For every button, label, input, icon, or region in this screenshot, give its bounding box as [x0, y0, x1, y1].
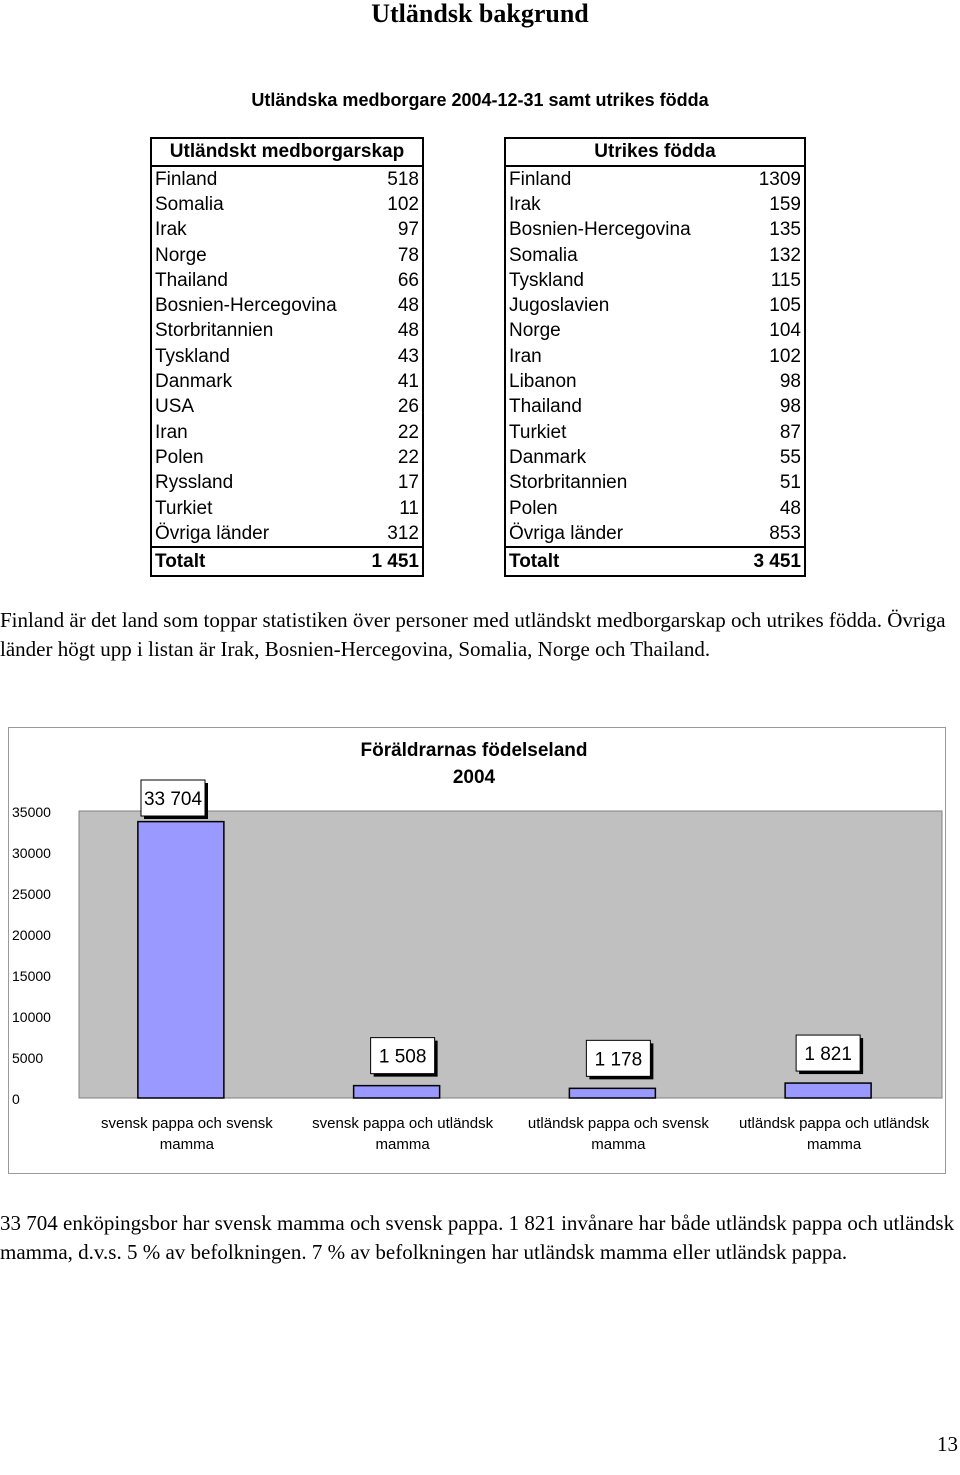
citizenship-country: Iran	[155, 421, 188, 443]
foreign-born-value: 98	[779, 371, 801, 393]
bar	[138, 822, 224, 1098]
foreign-born-value: 115	[770, 269, 801, 291]
citizenship-value: 312	[387, 522, 419, 544]
foreign-born-country: Bosnien-Hercegovina	[509, 219, 691, 241]
chart-title: Föräldrarnas födelseland 2004	[360, 740, 588, 788]
foreign-born-value: 55	[779, 446, 801, 468]
foreign-born-value: 87	[779, 421, 801, 443]
citizenship-value: 102	[387, 193, 419, 215]
foreign-born-country: Iran	[509, 345, 542, 367]
foreign-born-country: Jugoslavien	[509, 295, 610, 317]
citizenship-row	[151, 471, 423, 496]
foreign-born-country: Polen	[509, 497, 558, 519]
page-title: Utländsk bakgrund	[371, 0, 589, 28]
citizenship-row	[151, 496, 423, 521]
foreign-born-country: Libanon	[509, 371, 577, 393]
citizenship-row	[151, 166, 423, 192]
citizenship-row	[151, 395, 423, 420]
foreign-born-row	[505, 319, 805, 344]
foreign-born-row	[505, 395, 805, 420]
foreign-born-country: Thailand	[509, 396, 582, 418]
y-tick-label: 10000	[12, 1009, 51, 1025]
citizenship-row	[151, 344, 423, 369]
citizenship-row	[151, 293, 423, 318]
x-category-label: utländsk pappa och utländsk mamma	[739, 1115, 930, 1153]
foreign-born-value: 853	[769, 522, 801, 544]
citizenship-value: 17	[397, 472, 419, 494]
citizenship-row	[151, 420, 423, 445]
foreign-born-value: 159	[769, 193, 801, 215]
y-tick-label: 30000	[12, 845, 51, 861]
y-tick-label: 0	[12, 1091, 20, 1107]
foreign-born-total-value: 3 451	[738, 547, 805, 576]
citizenship-value: 43	[397, 345, 419, 367]
bar	[354, 1086, 440, 1098]
foreign-born-country: Danmark	[509, 446, 587, 468]
citizenship-value: 41	[397, 371, 419, 393]
foreign-born-value: 51	[779, 472, 801, 494]
foreign-born-country: Irak	[509, 193, 541, 215]
citizenship-country: Danmark	[155, 371, 233, 393]
citizenship-country: Övriga länder	[155, 522, 270, 544]
citizenship-country: Bosnien-Hercegovina	[155, 295, 337, 317]
foreign-born-row	[505, 521, 805, 547]
citizenship-value: 66	[397, 269, 419, 291]
citizenship-country: Finland	[155, 168, 218, 190]
citizenship-row	[151, 369, 423, 394]
citizenship-value: 518	[387, 168, 419, 190]
citizenship-country: Storbritannien	[155, 320, 274, 342]
foreign-born-row	[505, 344, 805, 369]
citizenship-row	[151, 243, 423, 268]
citizenship-country: Turkiet	[155, 497, 213, 519]
foreign-born-country: Norge	[509, 320, 561, 342]
citizenship-value: 11	[399, 497, 419, 519]
foreign-born-row	[505, 445, 805, 470]
foreign-born-row	[505, 218, 805, 243]
citizenship-total-row	[151, 547, 423, 576]
foreign-born-row	[505, 293, 805, 318]
citizenship-row	[151, 268, 423, 293]
citizenship-value: 22	[397, 446, 419, 468]
citizenship-total-label: Totalt	[151, 547, 362, 576]
foreign-born-total-row	[505, 547, 805, 576]
foreign-born-value: 98	[779, 396, 801, 418]
parents-birthplace-chart	[8, 727, 946, 1174]
page-number: 13	[937, 1432, 958, 1456]
citizenship-row	[151, 521, 423, 547]
citizenship-table-header: Utländskt medborgarskap	[151, 138, 423, 166]
data-label: 1 508	[378, 1046, 427, 1068]
foreign-born-country: Turkiet	[509, 421, 567, 443]
foreign-born-table	[504, 137, 806, 577]
foreign-born-value: 105	[769, 295, 801, 317]
citizenship-row	[151, 319, 423, 344]
citizenship-country: USA	[155, 396, 195, 418]
foreign-born-value: 48	[779, 497, 801, 519]
foreign-born-row	[505, 369, 805, 394]
foreign-born-value: 135	[769, 219, 801, 241]
x-category-label: svensk pappa och utländsk mamma	[312, 1115, 494, 1153]
foreign-born-value: 104	[769, 320, 801, 342]
foreign-born-value: 132	[769, 244, 801, 266]
foreign-born-total-label: Totalt	[505, 547, 738, 576]
citizenship-value: 78	[397, 244, 419, 266]
paragraph-summary-chart: 33 704 enköpingsbor har svensk mamma och svensk pappa. 1 821 invånare har både utländsk pappa och utländsk mamma, d.v.s. 5 % av befolkningen. 7 % av befolkningen har utländsk mamma eller utländsk pappa.	[0, 1211, 955, 1264]
citizenship-country: Norge	[155, 244, 207, 266]
foreign-born-row	[505, 496, 805, 521]
foreign-born-country: Somalia	[509, 244, 578, 266]
foreign-born-row	[505, 243, 805, 268]
foreign-born-country: Övriga länder	[509, 522, 624, 544]
y-tick-label: 15000	[12, 968, 51, 984]
foreign-born-row	[505, 192, 805, 217]
citizenship-country: Somalia	[155, 193, 224, 215]
y-tick-label: 20000	[12, 927, 51, 943]
data-label: 33 704	[143, 789, 203, 810]
citizenship-country: Ryssland	[155, 472, 234, 494]
data-label: 1 178	[594, 1049, 643, 1071]
foreign-born-value: 102	[769, 345, 801, 367]
table-subtitle: Utländska medborgare 2004-12-31 samt utrikes födda	[251, 90, 709, 110]
data-label: 1 821	[804, 1044, 852, 1066]
foreign-born-value: 1309	[758, 168, 801, 190]
citizenship-table	[150, 137, 424, 577]
citizenship-row	[151, 445, 423, 470]
foreign-born-row	[505, 268, 805, 293]
x-category-label: svensk pappa och svensk mamma	[100, 1115, 273, 1153]
x-category-label: utländsk pappa och svensk mamma	[527, 1115, 709, 1153]
bar	[785, 1083, 871, 1098]
citizenship-value: 97	[397, 219, 419, 241]
paragraph-summary-tables: Finland är det land som toppar statistiken över personer med utländskt medborgarskap och utrikes födda. Övriga länder högt upp i listan är Irak, Bosnien-Hercegovina, Somalia, Norge och Thailand.	[0, 608, 946, 661]
bar	[569, 1088, 655, 1098]
citizenship-country: Thailand	[155, 269, 228, 291]
citizenship-row	[151, 218, 423, 243]
foreign-born-country: Tyskland	[509, 269, 584, 291]
foreign-born-row	[505, 471, 805, 496]
citizenship-row	[151, 192, 423, 217]
citizenship-value: 48	[397, 320, 419, 342]
chart-canvas	[9, 728, 945, 1173]
y-tick-label: 35000	[12, 804, 51, 820]
citizenship-country: Polen	[155, 446, 204, 468]
foreign-born-row	[505, 166, 805, 192]
citizenship-value: 48	[397, 295, 419, 317]
citizenship-total-value: 1 451	[362, 547, 423, 576]
foreign-born-table-header: Utrikes födda	[505, 138, 805, 166]
citizenship-country: Irak	[155, 219, 187, 241]
citizenship-value: 22	[397, 421, 419, 443]
citizenship-value: 26	[397, 396, 419, 418]
y-tick-label: 25000	[12, 886, 51, 902]
foreign-born-row	[505, 420, 805, 445]
citizenship-country: Tyskland	[155, 345, 230, 367]
foreign-born-country: Finland	[509, 168, 572, 190]
foreign-born-country: Storbritannien	[509, 472, 628, 494]
y-tick-label: 5000	[12, 1050, 44, 1066]
